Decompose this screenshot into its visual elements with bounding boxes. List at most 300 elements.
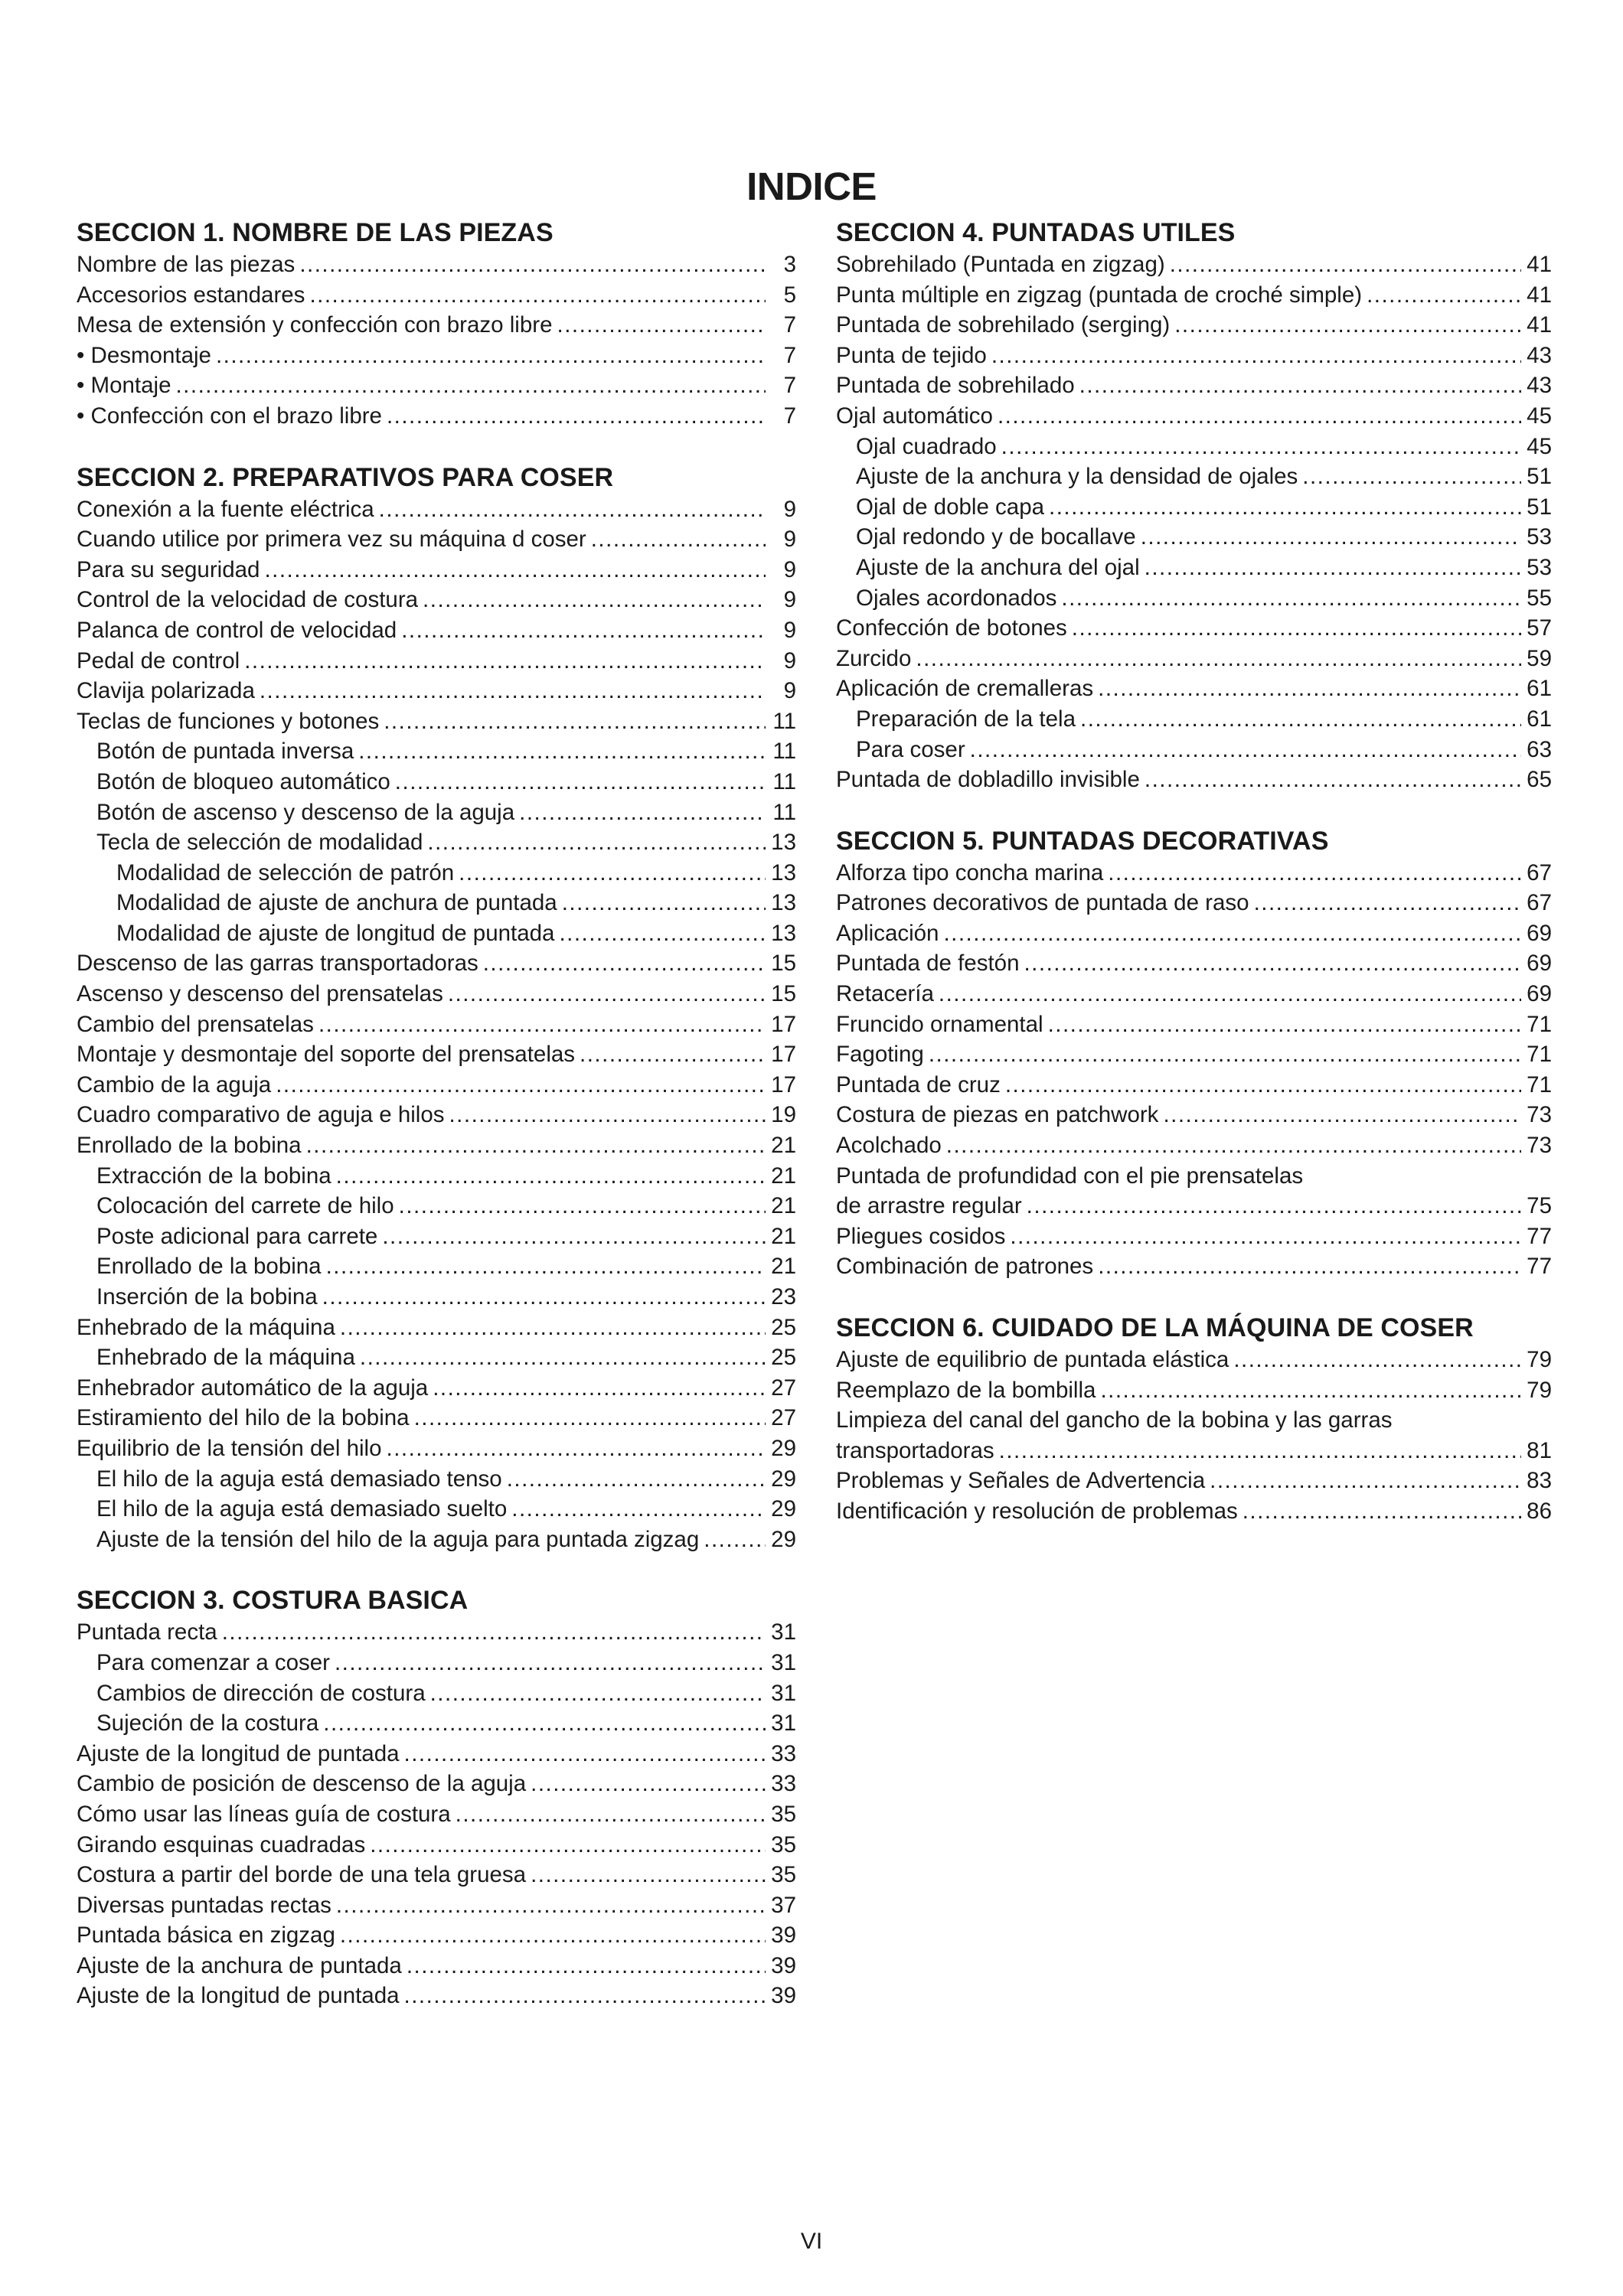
toc-entry-page: 17 (771, 1071, 796, 1097)
toc-entry[interactable] (77, 1951, 796, 1981)
toc-entry-title: • Confección con el brazo libre (77, 403, 382, 429)
toc-entry[interactable] (77, 858, 796, 889)
toc-entry-title: Aplicación de cremalleras (836, 676, 1094, 702)
toc-entry[interactable] (836, 310, 1552, 341)
toc-entry[interactable] (836, 979, 1552, 1009)
toc-entry-title: El hilo de la aguja está demasiado suelto (96, 1496, 508, 1522)
toc-entry-title: Ajuste de la anchura de puntada (77, 1952, 402, 1978)
toc-entry-title: Sobrehilado (Puntada en zigzag) (836, 252, 1165, 277)
dot-leader (1100, 1375, 1521, 1406)
toc-entry-title: Nombre de las piezas (77, 252, 296, 277)
toc-entry[interactable] (836, 1070, 1552, 1101)
toc-entry-page: 19 (771, 1102, 796, 1128)
toc-entry-title: Ajuste de equilibrio de puntada elástica (836, 1347, 1229, 1372)
toc-entry-page: 71 (1527, 1011, 1552, 1037)
toc-entry-title: de arrastre regular (836, 1193, 1022, 1219)
toc-entry-page: 29 (771, 1435, 796, 1461)
dot-leader (299, 249, 766, 280)
toc-entry-title: Limpieza del canal del gancho de la bobina y las garras (836, 1407, 1393, 1433)
dot-leader (916, 644, 1521, 674)
toc-entry-title: Clavija polarizada (77, 678, 255, 704)
toc-entry-title: Ajuste de la tensión del hilo de la aguja para puntada zigzag (96, 1526, 700, 1552)
dot-leader (459, 858, 766, 889)
toc-entry-page: 77 (1527, 1254, 1552, 1280)
toc-entry[interactable] (836, 492, 1552, 523)
toc-entry[interactable] (836, 401, 1552, 432)
dot-leader (929, 1039, 1521, 1070)
toc-entry-page: 11 (772, 799, 796, 825)
toc-entry-page: 31 (771, 1619, 796, 1645)
dot-leader (216, 341, 766, 371)
toc-entry[interactable] (77, 1799, 796, 1830)
toc-entry-page: 13 (771, 920, 796, 946)
toc-entry[interactable] (836, 1375, 1552, 1406)
dot-leader (1098, 673, 1521, 704)
dot-leader (360, 1342, 766, 1373)
toc-entry-page: 7 (783, 342, 796, 368)
toc-entry[interactable] (77, 585, 796, 615)
toc-entry[interactable] (77, 918, 796, 949)
dot-leader (1141, 522, 1521, 553)
toc-entry-title: Modalidad de ajuste de anchura de puntada (116, 890, 557, 916)
dot-leader (1010, 1221, 1521, 1252)
toc-entry-title: Control de la velocidad de costura (77, 587, 419, 613)
toc-entry[interactable] (77, 646, 796, 677)
toc-entry-title: Ojal redondo y de bocallave (856, 524, 1136, 550)
dot-leader (1027, 1191, 1521, 1221)
dot-leader (1024, 948, 1521, 979)
toc-entry-title: Para coser (856, 736, 965, 762)
toc-entry-title: Puntada de sobrehilado (serging) (836, 312, 1171, 338)
page-title: INDICE (746, 165, 877, 208)
dot-leader (1302, 461, 1521, 492)
dot-leader (943, 918, 1521, 949)
dot-leader (306, 1130, 766, 1161)
toc-entry[interactable] (77, 1494, 796, 1525)
toc-entry-page: 71 (1527, 1042, 1552, 1068)
toc-entry[interactable] (77, 249, 796, 280)
dot-leader (387, 401, 766, 432)
dot-leader (1048, 1009, 1521, 1040)
dot-leader (175, 370, 766, 401)
section-heading: SECCION 4. PUNTADAS UTILES (836, 218, 1236, 247)
toc-entry-page: 21 (771, 1133, 796, 1159)
toc-entry-page: 23 (771, 1284, 796, 1309)
toc-entry-title: Estiramiento del hilo de la bobina (77, 1405, 410, 1431)
toc-entry-title: Puntada recta (77, 1619, 217, 1645)
dot-leader (591, 524, 766, 555)
toc-entry[interactable] (836, 918, 1552, 949)
section-heading: SECCION 5. PUNTADAS DECORATIVAS (836, 826, 1329, 856)
toc-entry-title: Enrollado de la bobina (77, 1133, 302, 1159)
toc-entry-title: Zurcido (836, 645, 912, 671)
toc-entry[interactable] (77, 555, 796, 585)
toc-entry[interactable] (77, 1830, 796, 1861)
toc-entry[interactable] (77, 1221, 796, 1252)
dot-leader (1210, 1466, 1521, 1496)
dot-leader (1001, 432, 1521, 462)
dot-leader (340, 1313, 766, 1343)
toc-entry-page: 79 (1527, 1347, 1552, 1372)
dot-leader (970, 735, 1521, 765)
toc-entry-page: 39 (771, 1923, 796, 1949)
toc-entry-title: Problemas y Señales de Advertencia (836, 1468, 1206, 1494)
toc-entry-title: Alforza tipo concha marina (836, 859, 1104, 885)
toc-entry-page: 37 (771, 1892, 796, 1918)
toc-entry-page: 21 (771, 1193, 796, 1219)
toc-entry[interactable] (77, 1648, 796, 1678)
toc-entry-page: 73 (1527, 1102, 1552, 1128)
toc-entry[interactable] (836, 249, 1552, 280)
toc-entry-title: Enrollado de la bobina (96, 1254, 322, 1280)
toc-entry-title: Punta múltiple en zigzag (puntada de croché simple) (836, 282, 1363, 308)
toc-entry-title: Palanca de control de velocidad (77, 617, 397, 643)
dot-leader (1108, 858, 1521, 889)
toc-entry[interactable] (77, 1009, 796, 1040)
toc-entry-title: Fruncido ornamental (836, 1011, 1043, 1037)
toc-section (836, 216, 1552, 795)
toc-entry[interactable] (836, 583, 1552, 614)
dot-leader (318, 1009, 766, 1040)
toc-entry[interactable] (836, 1191, 1552, 1221)
toc-entry-page: 41 (1527, 312, 1552, 338)
toc-entry[interactable] (77, 797, 796, 828)
toc-entry-page: 9 (783, 678, 796, 704)
toc-entry-page: 7 (783, 403, 796, 429)
toc-entry[interactable] (77, 1373, 796, 1404)
dot-leader (309, 280, 766, 311)
toc-entry-title: Diversas puntadas rectas (77, 1892, 331, 1918)
toc-entry[interactable] (836, 1039, 1552, 1070)
dot-leader (335, 1648, 766, 1678)
toc-entry[interactable] (77, 979, 796, 1009)
dot-leader (387, 1433, 766, 1464)
toc-entry-page: 29 (771, 1466, 796, 1492)
toc-entry[interactable] (836, 765, 1552, 795)
dot-leader (1072, 613, 1521, 644)
toc-entry[interactable] (77, 280, 796, 311)
toc-entry-page: 3 (783, 252, 796, 277)
dot-leader (404, 1981, 766, 2011)
toc-entry[interactable] (836, 858, 1552, 889)
dot-leader (1061, 583, 1521, 614)
section-heading: SECCION 1. NOMBRE DE LAS PIEZAS (77, 218, 554, 247)
toc-entry-page: 59 (1527, 645, 1552, 671)
toc-entry[interactable] (77, 1403, 796, 1433)
toc-entry[interactable] (77, 1039, 796, 1070)
toc-entry[interactable] (836, 1130, 1552, 1161)
toc-entry[interactable] (77, 1708, 796, 1739)
toc-entry-page: 29 (771, 1496, 796, 1522)
toc-entry-title: Tecla de selección de modalidad (96, 830, 423, 856)
toc-entry-title: Modalidad de selección de patrón (116, 859, 455, 885)
toc-entry-page: 43 (1527, 342, 1552, 368)
toc-entry[interactable] (77, 1130, 796, 1161)
toc-entry-page: 69 (1527, 981, 1552, 1007)
toc-entry-title: Cómo usar las líneas guía de costura (77, 1801, 451, 1827)
dot-leader (414, 1403, 766, 1433)
toc-entry[interactable] (77, 1769, 796, 1799)
toc-entry[interactable] (836, 948, 1552, 979)
toc-entry[interactable] (836, 1496, 1552, 1527)
toc-entry-title: Teclas de funciones y botones (77, 708, 380, 734)
toc-entry[interactable] (77, 948, 796, 979)
toc-entry[interactable] (836, 704, 1552, 735)
toc-entry-page: 35 (771, 1831, 796, 1857)
toc-entry-page: 9 (783, 587, 796, 613)
toc-entry-page: 13 (771, 859, 796, 885)
toc-entry-page: 31 (771, 1649, 796, 1675)
toc-entry-title: Inserción de la bobina (96, 1284, 318, 1309)
dot-leader (1145, 765, 1521, 795)
toc-entry-page: 29 (771, 1526, 796, 1552)
toc-entry[interactable] (836, 432, 1552, 462)
toc-entry-page: 11 (772, 708, 796, 734)
toc-entry[interactable] (77, 827, 796, 858)
toc-entry[interactable] (77, 1433, 796, 1464)
toc-entry-page: 21 (771, 1163, 796, 1189)
toc-entry-page: 25 (771, 1314, 796, 1340)
toc-entry[interactable] (77, 1282, 796, 1313)
toc-entry-title: Botón de ascenso y descenso de la aguja (96, 799, 515, 825)
toc-entry-page: 53 (1527, 524, 1552, 550)
toc-entry[interactable] (77, 401, 796, 432)
toc-entry-title: Acolchado (836, 1133, 942, 1159)
toc-entry-title: Descenso de las garras transportadoras (77, 951, 478, 977)
toc-entry[interactable] (77, 1617, 796, 1648)
toc-entry-title: Cuadro comparativo de aguja e hilos (77, 1102, 445, 1128)
toc-entry-page: 39 (771, 1983, 796, 2009)
toc-entry-title: Enhebrado de la máquina (77, 1314, 335, 1340)
toc-entry-page: 41 (1527, 282, 1552, 308)
page-number: VI (800, 2229, 823, 2254)
toc-entry-page: 39 (771, 1952, 796, 1978)
toc-entry-title: Puntada de festón (836, 951, 1020, 977)
dot-leader (1367, 280, 1521, 311)
toc-entry-page: 15 (771, 981, 796, 1007)
toc-entry-title: Costura de piezas en patchwork (836, 1102, 1159, 1128)
toc-entry-page: 67 (1527, 859, 1552, 885)
toc-entry[interactable] (836, 1436, 1552, 1466)
toc-entry[interactable] (77, 1313, 796, 1343)
toc-entry[interactable] (836, 1161, 1552, 1192)
toc-entry-page: 81 (1527, 1437, 1552, 1463)
toc-entry-title: Ojal automático (836, 403, 993, 429)
toc-entry[interactable] (836, 461, 1552, 492)
toc-entry-title: Girando esquinas cuadradas (77, 1831, 366, 1857)
toc-entry-title: Costura a partir del borde de una tela gruesa (77, 1862, 527, 1888)
dot-leader (448, 979, 766, 1009)
toc-entry[interactable] (77, 676, 796, 706)
dot-leader (336, 1161, 766, 1192)
toc-entry[interactable] (77, 1251, 796, 1282)
toc-section (836, 1311, 1552, 1527)
toc-entry-page: 73 (1527, 1133, 1552, 1159)
dot-leader (1079, 370, 1521, 401)
toc-entry[interactable] (77, 1920, 796, 1951)
toc-entry[interactable] (77, 1161, 796, 1192)
dot-leader (456, 1799, 766, 1830)
dot-leader (1233, 1345, 1521, 1375)
toc-entry-title: Ascenso y descenso del prensatelas (77, 981, 443, 1007)
toc-entry-page: 9 (783, 527, 796, 553)
dot-leader (1098, 1251, 1521, 1282)
dot-leader (1163, 1100, 1521, 1130)
toc-entry-page: 9 (783, 617, 796, 643)
toc-entry[interactable] (836, 1251, 1552, 1282)
toc-entry-title: Identificación y resolución de problemas (836, 1498, 1238, 1524)
toc-entry[interactable] (77, 1890, 796, 1921)
section-heading: SECCION 2. PREPARATIVOS PARA COSER (77, 462, 614, 492)
toc-entry[interactable] (836, 1405, 1552, 1436)
toc-entry[interactable] (836, 888, 1552, 918)
dot-leader (531, 1860, 766, 1890)
toc-entry-page: 71 (1527, 1071, 1552, 1097)
dot-leader (531, 1769, 766, 1799)
toc-entry[interactable] (77, 888, 796, 918)
toc-entry-title: Para comenzar a coser (96, 1649, 330, 1675)
toc-entry[interactable] (77, 1525, 796, 1555)
toc-section (77, 216, 796, 432)
toc-entry-title: Puntada de cruz (836, 1071, 1001, 1097)
toc-entry-title: Puntada de profundidad con el pie prensatelas (836, 1163, 1304, 1189)
toc-entry[interactable] (836, 370, 1552, 401)
toc-entry[interactable] (77, 494, 796, 525)
toc-entry-title: Preparación de la tela (856, 706, 1076, 732)
toc-entry-title: Ajuste de la anchura y la densidad de ojales (856, 464, 1298, 490)
toc-entry-title: • Montaje (77, 373, 171, 399)
toc-entry-title: Ojales acordonados (856, 585, 1057, 611)
toc-entry-title: Poste adicional para carrete (96, 1223, 378, 1249)
toc-entry-title: Punta de tejido (836, 342, 987, 368)
toc-entry-page: 27 (771, 1405, 796, 1431)
dot-leader (562, 888, 766, 918)
toc-entry-page: 11 (772, 739, 796, 765)
dot-leader (557, 310, 766, 341)
toc-entry[interactable] (836, 1221, 1552, 1252)
dot-leader (507, 1464, 766, 1495)
toc-entry-page: 43 (1527, 373, 1552, 399)
toc-entry-page: 79 (1527, 1377, 1552, 1403)
toc-entry[interactable] (77, 341, 796, 371)
toc-entry-page: 75 (1527, 1193, 1552, 1219)
dot-leader (999, 1436, 1521, 1466)
dot-leader (939, 979, 1521, 1009)
toc-entry-page: 21 (771, 1223, 796, 1249)
dot-leader (323, 1708, 766, 1739)
toc-entry-title: Colocación del carrete de hilo (96, 1193, 394, 1219)
toc-entry-page: 9 (783, 647, 796, 673)
toc-entry-page: 21 (771, 1254, 796, 1280)
section-heading: SECCION 3. COSTURA BASICA (77, 1586, 469, 1616)
toc-entry[interactable] (77, 524, 796, 555)
toc-entry[interactable] (77, 1070, 796, 1101)
toc-entry[interactable] (77, 1100, 796, 1130)
toc-entry-page: 61 (1527, 676, 1552, 702)
toc-entry[interactable] (836, 1009, 1552, 1040)
toc-entry-title: Combinación de patrones (836, 1254, 1094, 1280)
dot-leader (423, 585, 766, 615)
dot-leader (511, 1494, 766, 1525)
toc-entry-page: 57 (1527, 615, 1552, 641)
dot-leader (407, 1951, 766, 1981)
toc-entry[interactable] (77, 1342, 796, 1373)
toc-entry[interactable] (77, 615, 796, 646)
toc-entry[interactable] (77, 736, 796, 767)
toc-section (836, 824, 1552, 1282)
toc-entry-page: 55 (1527, 585, 1552, 611)
toc-entry[interactable] (836, 735, 1552, 765)
dot-leader (580, 1039, 766, 1070)
toc-entry-title: Cambios de dirección de costura (96, 1680, 426, 1706)
toc-entry[interactable] (77, 1678, 796, 1709)
toc-entry[interactable] (77, 706, 796, 737)
toc-entry[interactable] (836, 341, 1552, 371)
toc-entry-title: Enhebrador automático de la aguja (77, 1375, 429, 1401)
toc-entry-page: 86 (1527, 1498, 1552, 1524)
toc-entry[interactable] (836, 1345, 1552, 1375)
toc-entry-title: Patrones decorativos de puntada de raso (836, 890, 1249, 916)
toc-entry[interactable] (836, 522, 1552, 553)
dot-leader (1145, 553, 1521, 583)
dot-leader (1080, 704, 1521, 735)
toc-entry[interactable] (836, 1466, 1552, 1496)
toc-entry[interactable] (836, 280, 1552, 311)
toc-entry[interactable] (836, 1100, 1552, 1130)
dot-leader (358, 736, 766, 767)
toc-entry-title: El hilo de la aguja está demasiado tenso (96, 1466, 502, 1492)
toc-entry[interactable] (77, 1860, 796, 1890)
toc-entry[interactable] (77, 1739, 796, 1769)
toc-entry[interactable] (77, 1981, 796, 2011)
toc-entry-title: transportadoras (836, 1437, 994, 1463)
dot-leader (433, 1373, 766, 1404)
dot-leader (998, 401, 1521, 432)
toc-entry[interactable] (836, 673, 1552, 704)
section-heading: SECCION 6. CUIDADO DE LA MÁQUINA DE COSER (836, 1313, 1474, 1342)
toc-entry-page: 41 (1527, 252, 1552, 277)
toc-entry-page: 53 (1527, 554, 1552, 580)
toc-entry[interactable] (77, 1191, 796, 1221)
dot-leader (483, 948, 766, 979)
dot-leader (382, 1221, 766, 1252)
toc-entry-page: 67 (1527, 890, 1552, 916)
dot-leader (244, 646, 766, 677)
toc-entry-title: Equilibrio de la tensión del hilo (77, 1435, 382, 1461)
toc-entry-page: 63 (1527, 736, 1552, 762)
toc-entry[interactable] (836, 613, 1552, 644)
toc-entry[interactable] (77, 1464, 796, 1495)
toc-entry-title: Puntada de dobladillo invisible (836, 767, 1140, 793)
toc-entry[interactable] (836, 553, 1552, 583)
toc-entry[interactable] (836, 644, 1552, 674)
toc-entry[interactable] (77, 370, 796, 401)
dot-leader (326, 1251, 766, 1282)
dot-leader (395, 767, 766, 797)
toc-entry[interactable] (77, 767, 796, 797)
dot-leader (1243, 1496, 1521, 1527)
toc-section (77, 1583, 796, 2011)
toc-entry-page: 17 (771, 1011, 796, 1037)
toc-entry-page: 15 (771, 951, 796, 977)
dot-leader (704, 1525, 766, 1555)
toc-entry-page: 45 (1527, 433, 1552, 459)
toc-entry-page: 65 (1527, 767, 1552, 793)
dot-leader (384, 706, 766, 737)
toc-entry-title: Mesa de extensión y confección con brazo libre (77, 312, 553, 338)
toc-entry-page: 33 (771, 1771, 796, 1797)
toc-entry[interactable] (77, 310, 796, 341)
